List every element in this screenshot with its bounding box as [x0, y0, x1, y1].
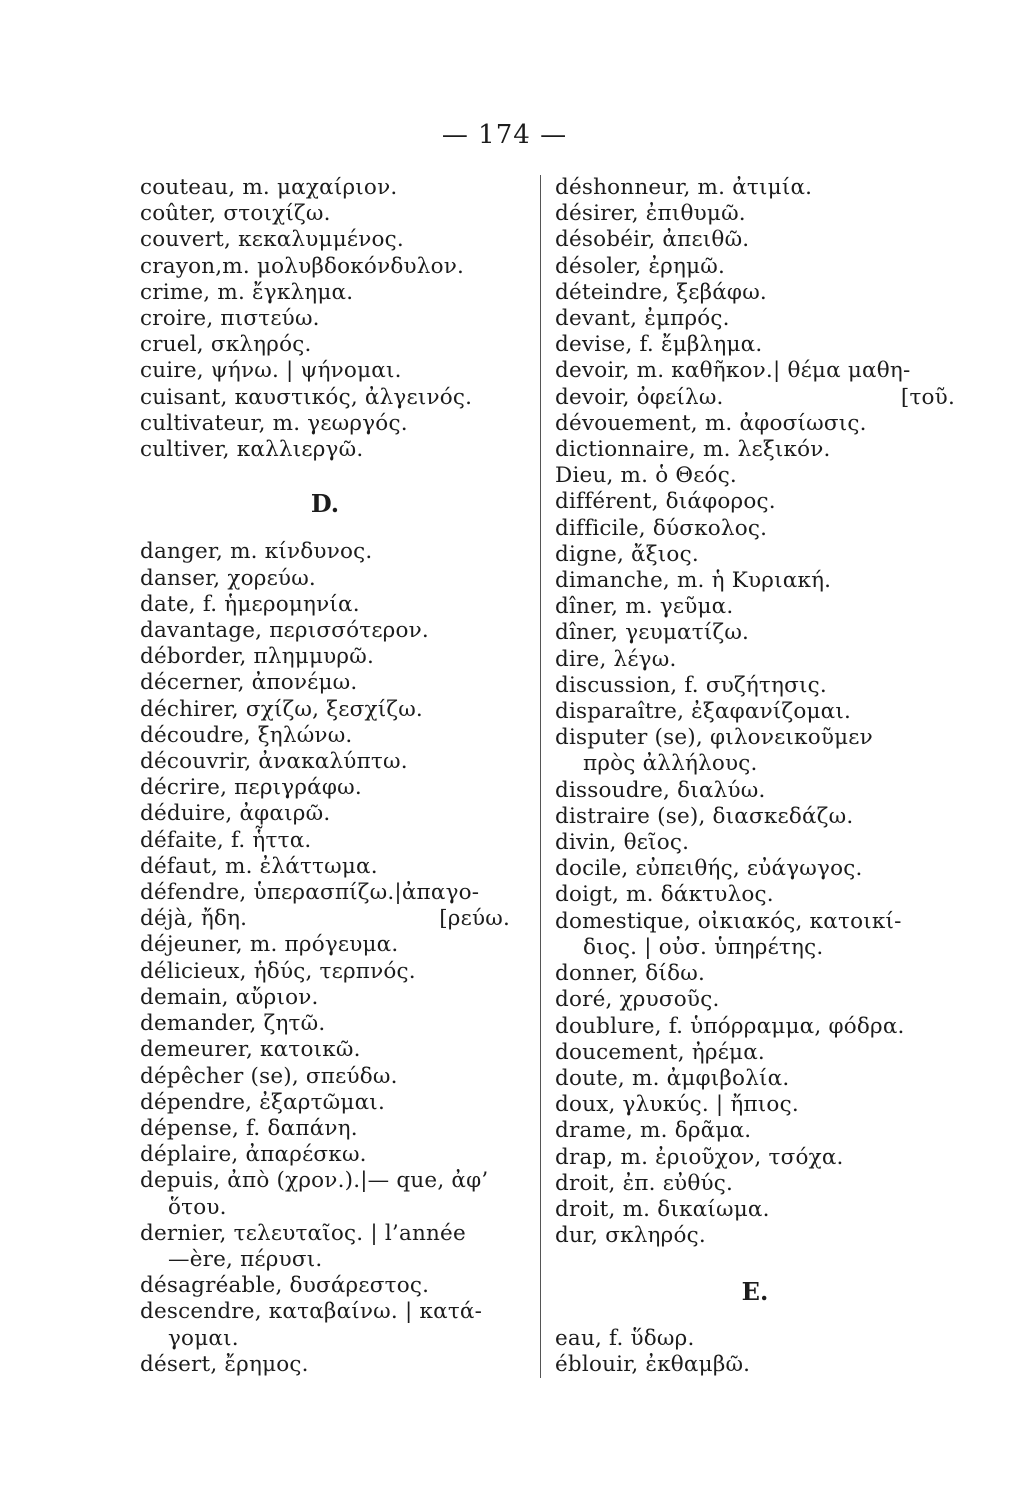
- dictionary-entry: cultivateur, m. γεωργός.: [140, 410, 408, 436]
- dictionary-entry: crime, m. ἔγκλημα.: [140, 279, 354, 305]
- dictionary-entry: décerner, ἀπονέμω.: [140, 670, 358, 696]
- dictionary-entry: déplaire, ἀπαρέσκω.: [140, 1142, 367, 1168]
- dictionary-entry: cuire, ψήνω. | ψήνομαι.: [140, 358, 402, 384]
- dictionary-entry: déborder, πλημμυρῶ.: [140, 644, 375, 670]
- dictionary-entry: défendre, ὑπερασπίζω.|ἀπαγο-: [140, 880, 480, 906]
- entry-overflow-text: [τοῦ.: [900, 384, 955, 410]
- dictionary-entry: dîner, m. γεῦμα.: [555, 594, 734, 620]
- dictionary-entry: dépense, f. δαπάνη.: [140, 1115, 358, 1141]
- dictionary-entry: doré, χρυσοῦς.: [555, 987, 720, 1013]
- dictionary-entry: déduire, ἀφαιρῶ.: [140, 801, 331, 827]
- dictionary-entry: donner, δίδω.: [555, 961, 705, 987]
- entry-group-d: [140, 539, 510, 1378]
- dictionary-entry: distraire (se), διασκεδάζω.: [555, 803, 854, 829]
- dictionary-entry: défaut, m. ἐλάττωμα.: [140, 853, 378, 879]
- dictionary-entry: désirer, ἐπιθυμῶ.: [555, 201, 746, 227]
- dictionary-entry: désagréable, δυσάρεστος.: [140, 1273, 430, 1299]
- entry-continuation: διος. | οὐσ. ὑπηρέτης.: [583, 934, 824, 960]
- dictionary-entry: dissoudre, διαλύω.: [555, 777, 766, 803]
- entry-continuation: ὅτου.: [168, 1194, 227, 1220]
- dictionary-entry: croire, πιστεύω.: [140, 306, 320, 332]
- dictionary-entry: cuisant, καυστικός, ἀλγεινός.: [140, 384, 473, 410]
- dictionary-entry: coûter, στοιχίζω.: [140, 201, 331, 227]
- dictionary-entry: danser, χορεύω.: [140, 565, 316, 591]
- dictionary-entry: disparaître, ἐξαφανίζομαι.: [555, 699, 852, 725]
- dictionary-entry: dictionnaire, m. λεξικόν.: [555, 437, 831, 463]
- dictionary-entry: demander, ζητῶ.: [140, 1011, 326, 1037]
- dictionary-entry: devoir, m. καθῆκον.| θέμα μαθη-: [555, 358, 911, 384]
- dictionary-entry: déchirer, σχίζω, ξεσχίζω.: [140, 696, 423, 722]
- page-number: — 174 —: [441, 120, 568, 150]
- dictionary-entry: droit, m. δικαίωμα.: [555, 1196, 770, 1222]
- dictionary-entry: éblouir, ἐκθαμβῶ.: [555, 1351, 751, 1377]
- entry-text: déjà, ἤδη.: [140, 906, 248, 932]
- dictionary-entry: doigt, m. δάκτυλος.: [555, 882, 774, 908]
- dictionary-entry: digne, ἄξιος.: [555, 541, 699, 567]
- dictionary-entry: dépendre, ἐξαρτῶμαι.: [140, 1089, 385, 1115]
- dictionary-entry: divin, θεῖος.: [555, 830, 690, 856]
- dictionary-entry: déjeuner, m. πρόγευμα.: [140, 932, 399, 958]
- dictionary-entry: demeurer, κατοικῶ.: [140, 1037, 361, 1063]
- dictionary-entry: déshonneur, m. ἀτιμία.: [555, 175, 813, 200]
- dictionary-entry: Dieu, m. ὁ Θεός.: [555, 463, 737, 489]
- dictionary-entry: cruel, σκληρός.: [140, 332, 312, 358]
- dictionary-entry: doute, m. ἀμφιβολία.: [555, 1065, 790, 1091]
- dictionary-entry: dimanche, m. ἡ Κυριακή.: [555, 568, 832, 594]
- dictionary-entry: couvert, κεκαλυμμένος.: [140, 227, 404, 253]
- dictionary-entry: demain, αὔριον.: [140, 984, 319, 1010]
- dictionary-entry: droit, ἐπ. εὐθύς.: [555, 1170, 734, 1196]
- dictionary-entry: cultiver, καλλιεργῶ.: [140, 437, 364, 463]
- dictionary-entry: [140, 906, 510, 932]
- dictionary-entry: doublure, f. ὑπόρραμμα, φόδρα.: [555, 1013, 905, 1039]
- dictionary-entry: déteindre, ξεβάφω.: [555, 279, 767, 305]
- dictionary-entry: crayon,m. μολυβδοκόνδυλον.: [140, 253, 465, 279]
- dictionary-entry: davantage, περισσότερον.: [140, 618, 429, 644]
- section-heading-e: E.: [741, 1277, 769, 1307]
- dictionary-entry: disputer (se), φιλονεικοῦμεν: [555, 725, 873, 751]
- dictionary-entry: doux, γλυκύς. | ἤπιος.: [555, 1092, 799, 1118]
- dictionary-entry: descendre, καταβαίνω. | κατά-: [140, 1299, 483, 1325]
- dictionary-entry: eau, f. ὕδωρ.: [555, 1325, 695, 1351]
- dictionary-entry: différent, διάφορος.: [555, 489, 776, 515]
- dictionary-entry: dernier, τελευταῖος. | l’année: [140, 1220, 466, 1246]
- dictionary-entry: découvrir, ἀνακαλύπτω.: [140, 749, 408, 775]
- dictionary-entry: dévouement, m. ἀφοσίωσις.: [555, 410, 867, 436]
- dictionary-entry: dur, σκληρός.: [555, 1223, 706, 1249]
- dictionary-entry: dire, λέγω.: [555, 646, 677, 672]
- dictionary-entry: domestique, οἰκιακός, κατοικί-: [555, 908, 902, 934]
- dictionary-entry: drap, m. ἐριοῦχον, τσόχα.: [555, 1144, 844, 1170]
- dictionary-entry: désoler, ἐρημῶ.: [555, 253, 726, 279]
- entry-continuation: γομαι.: [168, 1325, 239, 1351]
- dictionary-entry: devant, ἐμπρός.: [555, 306, 730, 332]
- dictionary-entry: dépêcher (se), σπεύδω.: [140, 1063, 398, 1089]
- dictionary-entry: dîner, γευματίζω.: [555, 620, 750, 646]
- dictionary-entry: découdre, ξηλώνω.: [140, 722, 353, 748]
- dictionary-entry: décrire, περιγράφω.: [140, 775, 362, 801]
- entry-text: devoir, ὀφείλω.: [555, 384, 724, 410]
- dictionary-entry: [555, 385, 955, 411]
- right-column: [540, 175, 955, 1378]
- dictionary-entry: depuis, ἀπὸ (χρον.).|— que, ἀφ’: [140, 1168, 489, 1194]
- dictionary-entry: docile, εὐπειθής, εὐάγωγος.: [555, 856, 863, 882]
- entry-continuation: πρὸς ἀλλήλους.: [583, 751, 758, 777]
- dictionary-entry: doucement, ἠρέμα.: [555, 1039, 765, 1065]
- section-heading-d: D.: [310, 489, 340, 519]
- dictionary-entry: danger, m. κίνδυνος.: [140, 539, 373, 565]
- dictionary-entry: désobéir, ἀπειθῶ.: [555, 227, 750, 253]
- dictionary-entry: couteau, m. μαχαίριον.: [140, 175, 398, 200]
- dictionary-entry: devise, f. ἔμβλημα.: [555, 332, 763, 358]
- entry-group-c: [140, 175, 510, 463]
- dictionary-entry: drame, m. δρᾶμα.: [555, 1118, 752, 1144]
- dictionary-entry: discussion, f. συζήτησις.: [555, 672, 827, 698]
- dictionary-entry: difficile, δύσκολος.: [555, 515, 768, 541]
- dictionary-entry: délicieux, ἡδύς, τερπνός.: [140, 958, 416, 984]
- dictionary-entry: désert, ἔρημος.: [140, 1351, 309, 1377]
- entry-overflow-text: [ρεύω.: [439, 906, 510, 932]
- entry-continuation: —ère, πέρυσι.: [168, 1246, 323, 1272]
- left-column: [140, 175, 510, 1378]
- dictionary-entry: date, f. ἡμερομηνία.: [140, 591, 360, 617]
- dictionary-entry: défaite, f. ἧττα.: [140, 827, 312, 853]
